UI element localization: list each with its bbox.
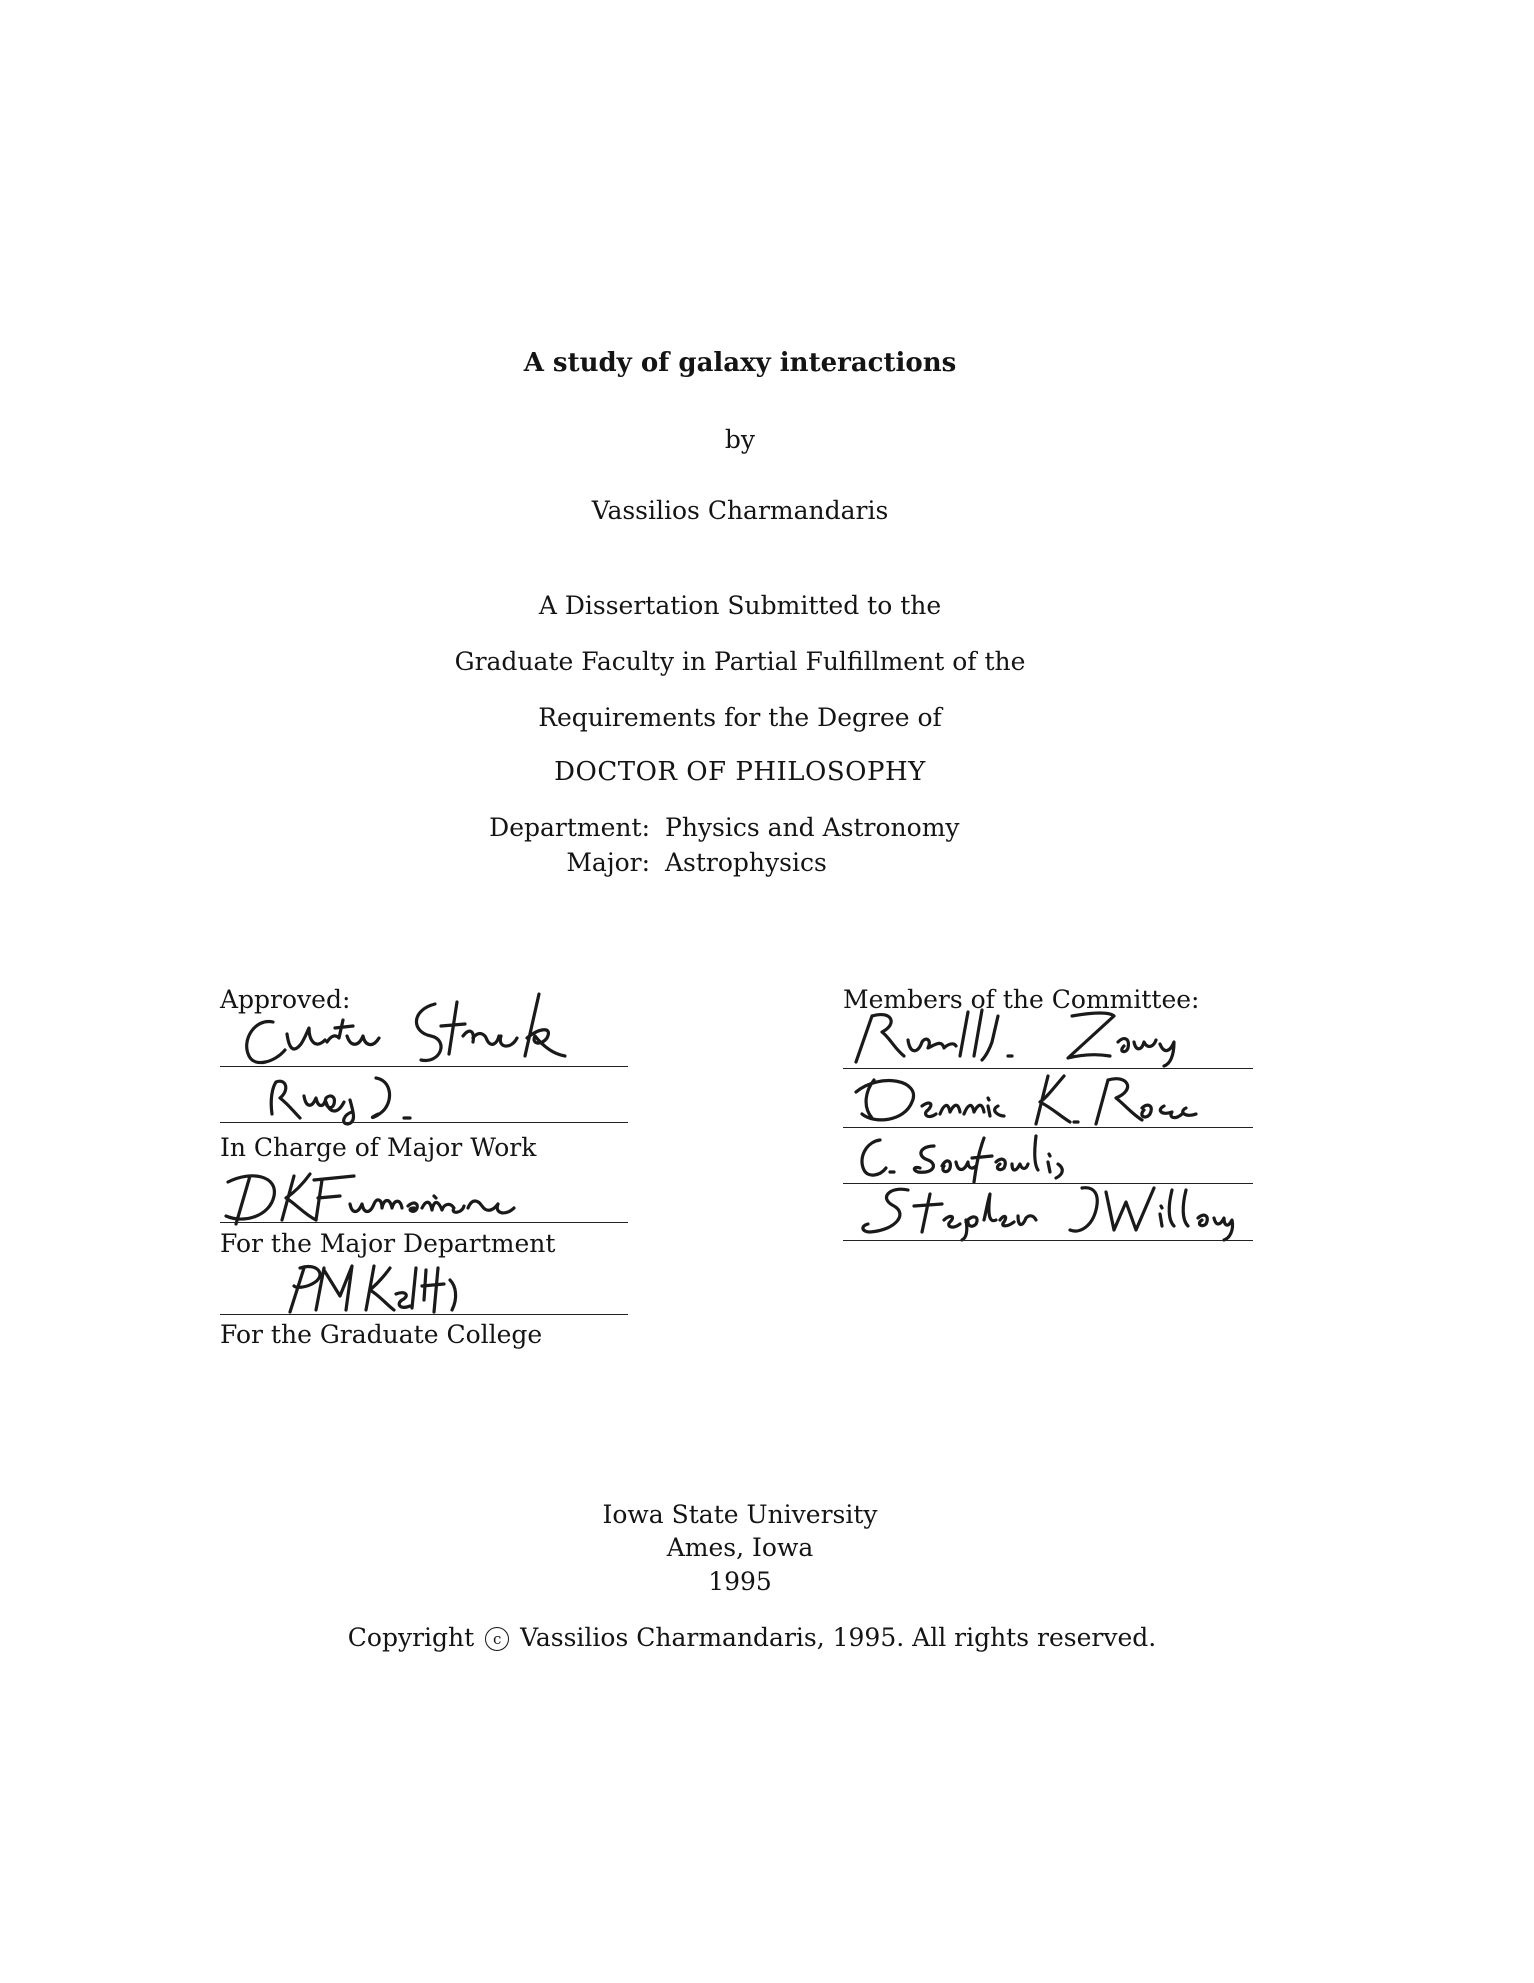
copyright-notice xyxy=(12,1623,1492,1652)
signature-line-graduate-college xyxy=(220,1314,628,1315)
major-label: Major: xyxy=(566,848,650,877)
copyright-text: Vassilios Charmandaris, 1995. All rights reserved. xyxy=(520,1623,1157,1652)
committee-label: Members of the Committee: xyxy=(843,985,1200,1014)
signature-line-committee-1 xyxy=(843,1068,1253,1069)
signature-line-major-department xyxy=(220,1222,628,1223)
by-line: by xyxy=(724,425,756,454)
copyright-symbol-icon: c xyxy=(485,1627,509,1651)
year: 1995 xyxy=(708,1567,772,1596)
dissertation-title: A study of galaxy interactions xyxy=(523,348,957,378)
degree-name: DOCTOR OF PHILOSOPHY xyxy=(554,757,926,787)
role-major-work: In Charge of Major Work xyxy=(220,1133,537,1162)
submission-line-2: Graduate Faculty in Partial Fulfillment of the xyxy=(454,647,1026,676)
submission-line-3: Requirements for the Degree of xyxy=(538,703,942,732)
copyright-prefix: Copyright xyxy=(347,1623,475,1652)
city-name: Ames, Iowa xyxy=(666,1533,814,1562)
signature-committee-1 xyxy=(848,1006,1218,1068)
signature-curtis-struck xyxy=(235,992,595,1074)
signature-second-approver xyxy=(260,1074,460,1126)
signature-line-committee-4 xyxy=(843,1240,1253,1241)
approved-label: Approved: xyxy=(220,985,351,1014)
role-graduate-college: For the Graduate College xyxy=(220,1320,543,1349)
signature-committee-3 xyxy=(852,1128,1152,1186)
signature-committee-2 xyxy=(852,1070,1232,1130)
submission-line-1: A Dissertation Submitted to the xyxy=(538,591,942,620)
signature-pmkeith xyxy=(282,1260,522,1318)
signature-committee-4 xyxy=(850,1180,1270,1242)
department-label: Department: xyxy=(489,813,650,842)
role-major-department: For the Major Department xyxy=(220,1229,556,1258)
university-name: Iowa State University xyxy=(602,1500,878,1529)
signature-dkfinnemore xyxy=(222,1168,592,1230)
signature-line-major-professor xyxy=(220,1066,628,1067)
major-value: Astrophysics xyxy=(665,848,827,877)
signature-line-second xyxy=(220,1122,628,1123)
author-name: Vassilios Charmandaris xyxy=(591,496,889,525)
department-value: Physics and Astronomy xyxy=(665,813,960,842)
